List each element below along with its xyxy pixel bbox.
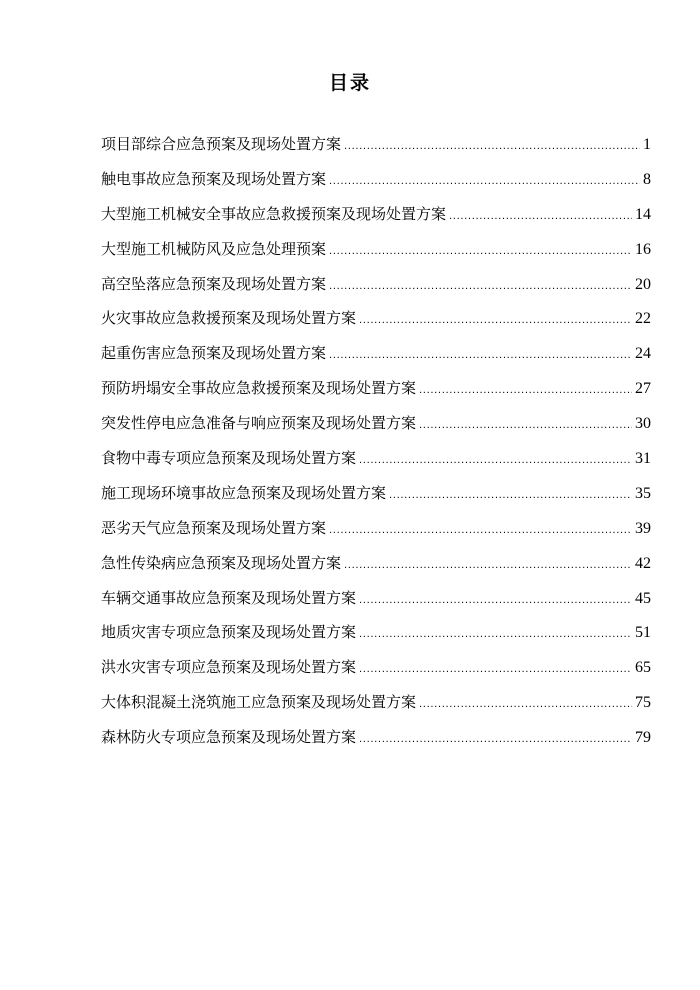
toc-entry[interactable] (101, 689, 651, 724)
toc-dot-leader (449, 204, 632, 230)
toc-page-number: 30 (635, 415, 651, 433)
toc-dot-leader (329, 169, 640, 195)
toc-dot-leader (419, 378, 632, 404)
toc-entry-title: 食物中毒专项应急预案及现场处置方案 (101, 449, 357, 468)
toc-page-number: 8 (643, 170, 651, 188)
toc-entry[interactable] (101, 375, 651, 410)
toc-entry-title: 火灾事故应急救援预案及现场处置方案 (101, 309, 357, 328)
toc-entry[interactable] (101, 515, 651, 550)
toc-title: 目录 (328, 72, 371, 94)
toc-entry-title: 恶劣天气应急预案及现场处置方案 (101, 518, 327, 537)
toc-entry-title: 起重伤害应急预案及现场处置方案 (101, 344, 327, 363)
toc-page-number: 65 (635, 659, 651, 677)
toc-dot-leader (359, 448, 632, 474)
toc-dot-leader (329, 239, 632, 265)
toc-page-number: 35 (635, 484, 651, 502)
toc-entry[interactable] (101, 236, 651, 271)
toc-entry-title: 地质灾害专项应急预案及现场处置方案 (101, 623, 357, 642)
toc-page-number: 79 (635, 729, 651, 747)
toc-entry-title: 突发性停电应急准备与响应预案及现场处置方案 (101, 414, 417, 433)
toc-page-number: 27 (635, 380, 651, 398)
toc-entry[interactable] (101, 619, 651, 654)
toc-entry-title: 急性传染病应急预案及现场处置方案 (101, 553, 342, 572)
toc-dot-leader (389, 483, 632, 509)
toc-page-number: 22 (635, 310, 651, 328)
toc-entry-title: 森林防火专项应急预案及现场处置方案 (101, 728, 357, 747)
toc-entry-title: 洪水灾害专项应急预案及现场处置方案 (101, 658, 357, 677)
toc-dot-leader (359, 622, 632, 648)
toc-entry[interactable] (101, 271, 651, 306)
toc-entry-title: 大型施工机械安全事故应急救援预案及现场处置方案 (101, 204, 447, 223)
toc-entry-title: 预防坍塌安全事故应急救援预案及现场处置方案 (101, 379, 417, 398)
toc-entry[interactable] (101, 480, 651, 515)
toc-dot-leader (344, 134, 640, 160)
toc-entry[interactable] (101, 550, 651, 585)
toc-entry[interactable] (101, 654, 651, 689)
toc-entry[interactable] (101, 166, 651, 201)
toc-entry[interactable] (101, 410, 651, 445)
toc-entry-title: 大体积混凝土浇筑施工应急预案及现场处置方案 (101, 693, 417, 712)
toc-dot-leader (329, 343, 632, 369)
toc-page-number: 1 (643, 136, 651, 153)
toc-dot-leader (329, 274, 632, 300)
toc-entry-title: 高空坠落应急预案及现场处置方案 (101, 274, 327, 293)
toc-page-number: 20 (635, 275, 651, 293)
toc-dot-leader (359, 727, 632, 753)
toc-entry-title: 车辆交通事故应急预案及现场处置方案 (101, 588, 357, 607)
toc-page-number: 42 (635, 554, 651, 572)
toc-page-number: 75 (635, 694, 651, 712)
toc-entry-title: 触电事故应急预案及现场处置方案 (101, 169, 327, 188)
toc-dot-leader (359, 308, 632, 334)
toc-page-number: 31 (635, 450, 651, 468)
toc-page-number: 14 (635, 205, 651, 223)
toc-list (101, 131, 651, 759)
toc-entry-title: 大型施工机械防风及应急处理预案 (101, 239, 327, 258)
toc-page-number: 51 (635, 624, 651, 642)
toc-page-number: 16 (635, 240, 651, 258)
toc-entry[interactable] (101, 305, 651, 340)
toc-entry[interactable] (101, 340, 651, 375)
toc-dot-leader (344, 553, 632, 579)
toc-page-number: 39 (635, 519, 651, 537)
toc-entry[interactable] (101, 724, 651, 759)
toc-dot-leader (419, 413, 632, 439)
toc-entry-title: 项目部综合应急预案及现场处置方案 (101, 135, 342, 153)
toc-dot-leader (419, 692, 632, 718)
toc-entry-title: 施工现场环境事故应急预案及现场处置方案 (101, 483, 387, 502)
toc-dot-leader (329, 518, 632, 544)
toc-page-number: 45 (635, 589, 651, 607)
toc-entry[interactable] (101, 585, 651, 620)
toc-entry[interactable] (101, 131, 651, 166)
toc-entry[interactable] (101, 201, 651, 236)
toc-page-number: 24 (635, 345, 651, 363)
toc-entry[interactable] (101, 445, 651, 480)
toc-dot-leader (359, 588, 632, 614)
toc-dot-leader (359, 657, 632, 683)
